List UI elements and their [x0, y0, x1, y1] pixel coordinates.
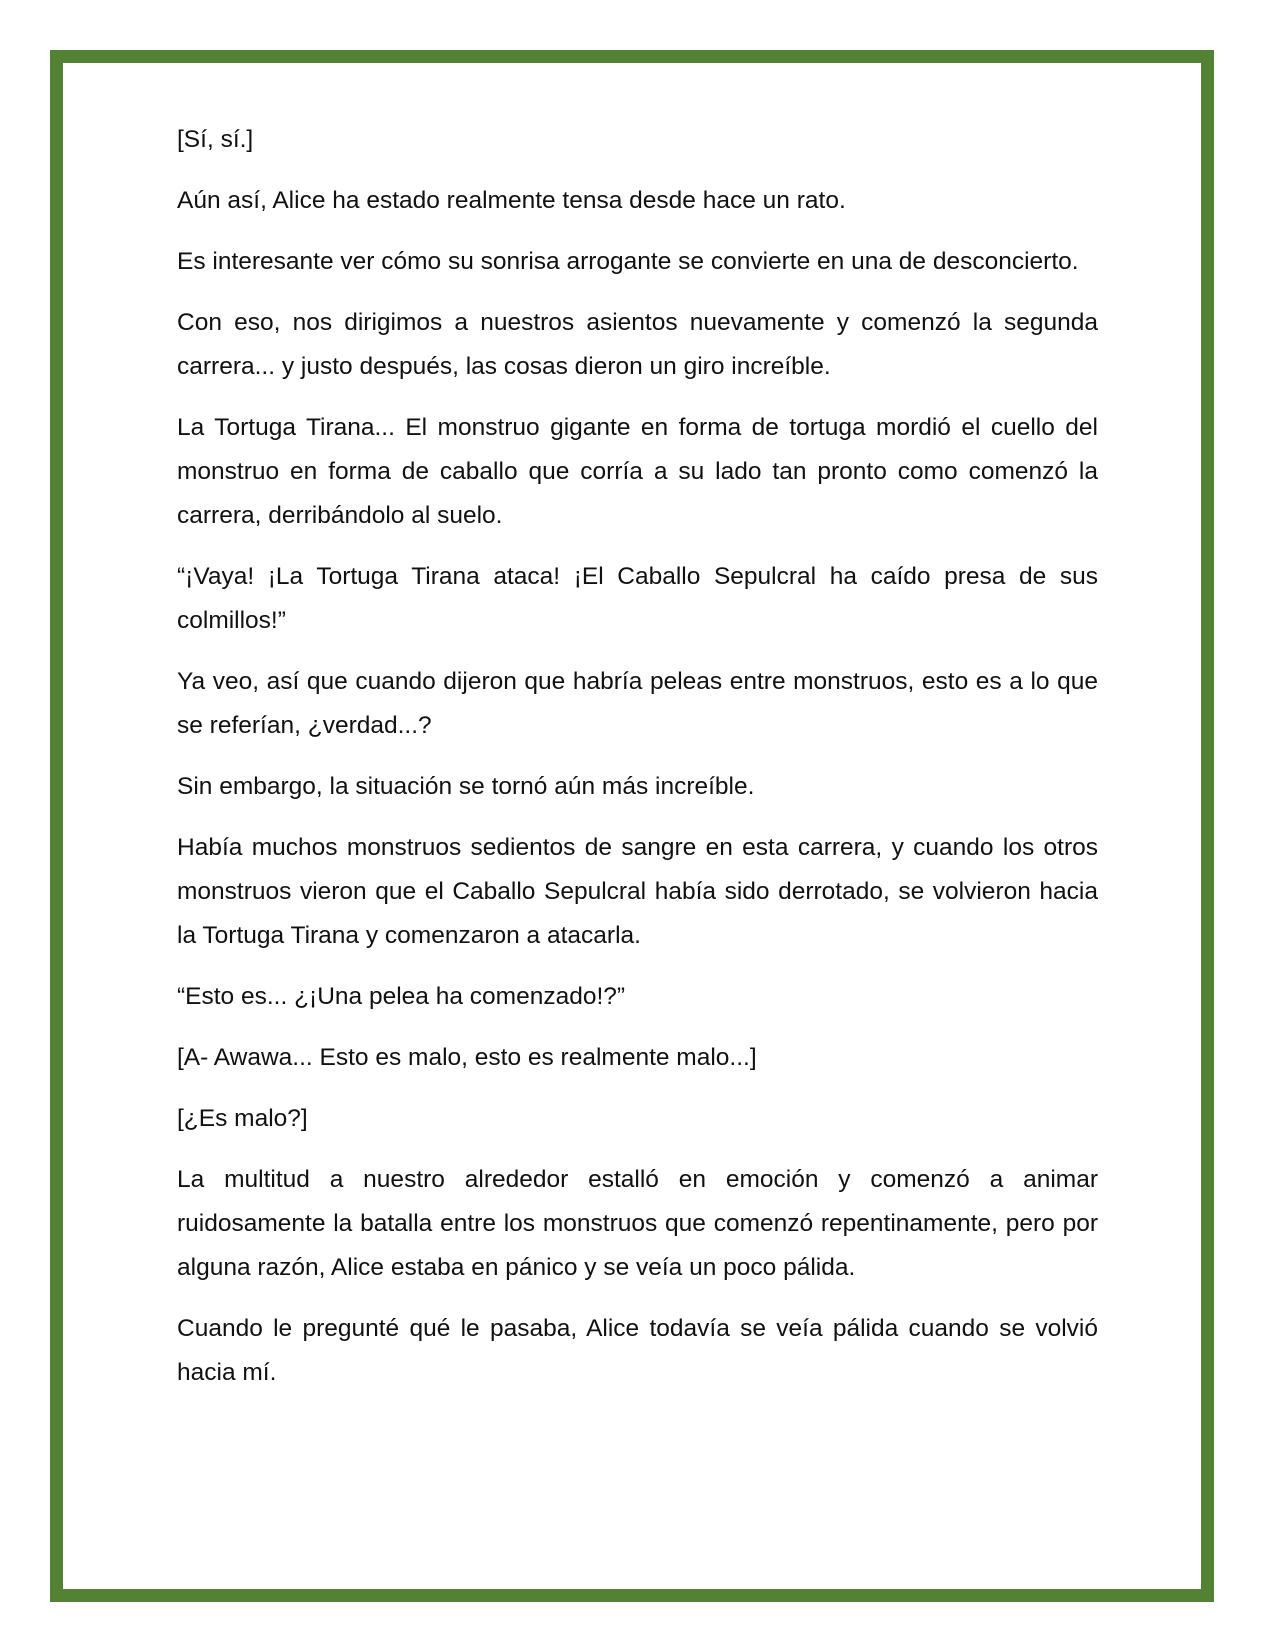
paragraph-6: “¡Vaya! ¡La Tortuga Tirana ataca! ¡El Caballo Sepulcral ha caído presa de sus colmillos!”	[177, 563, 1098, 634]
paragraph-11: [A- Awawa... Esto es malo, esto es realmente malo...]	[177, 1044, 757, 1071]
paragraph-7: Ya veo, así que cuando dijeron que habría peleas entre monstruos, esto es a lo que se referían, ¿verdad...?	[177, 668, 1098, 739]
paragraph-13: La multitud a nuestro alrededor estalló en emoción y comenzó a animar ruidosamente la batalla entre los monstruos que comenzó repentinamente, pero por alguna razón, Alice estaba en pánico y se veía un poco pálida.	[177, 1166, 1098, 1281]
page-body-text	[177, 118, 1098, 1412]
paragraph-9: Había muchos monstruos sedientos de sangre en esta carrera, y cuando los otros monstruos vieron que el Caballo Sepulcral había sido derrotado, se volvieron hacia la Tortuga Tirana y comenzaron a atacarla.	[177, 834, 1098, 949]
paragraph-8: Sin embargo, la situación se tornó aún más increíble.	[177, 773, 755, 800]
paragraph-2: Aún así, Alice ha estado realmente tensa desde hace un rato.	[177, 187, 846, 214]
paragraph-1: [Sí, sí.]	[177, 126, 254, 153]
paragraph-10: “Esto es... ¿¡Una pelea ha comenzado!?”	[177, 983, 626, 1010]
paragraph-3: Es interesante ver cómo su sonrisa arrogante se convierte en una de desconcierto.	[177, 248, 1079, 275]
paragraph-5: La Tortuga Tirana... El monstruo gigante en forma de tortuga mordió el cuello del monstruo en forma de caballo que corría a su lado tan pronto como comenzó la carrera, derribándolo al suelo.	[177, 414, 1098, 529]
paragraph-14: Cuando le pregunté qué le pasaba, Alice todavía se veía pálida cuando se volvió hacia mí.	[177, 1315, 1098, 1386]
paragraph-12: [¿Es malo?]	[177, 1105, 308, 1132]
paragraph-4: Con eso, nos dirigimos a nuestros asientos nuevamente y comenzó la segunda carrera... y justo después, las cosas dieron un giro increíble.	[177, 309, 1098, 380]
